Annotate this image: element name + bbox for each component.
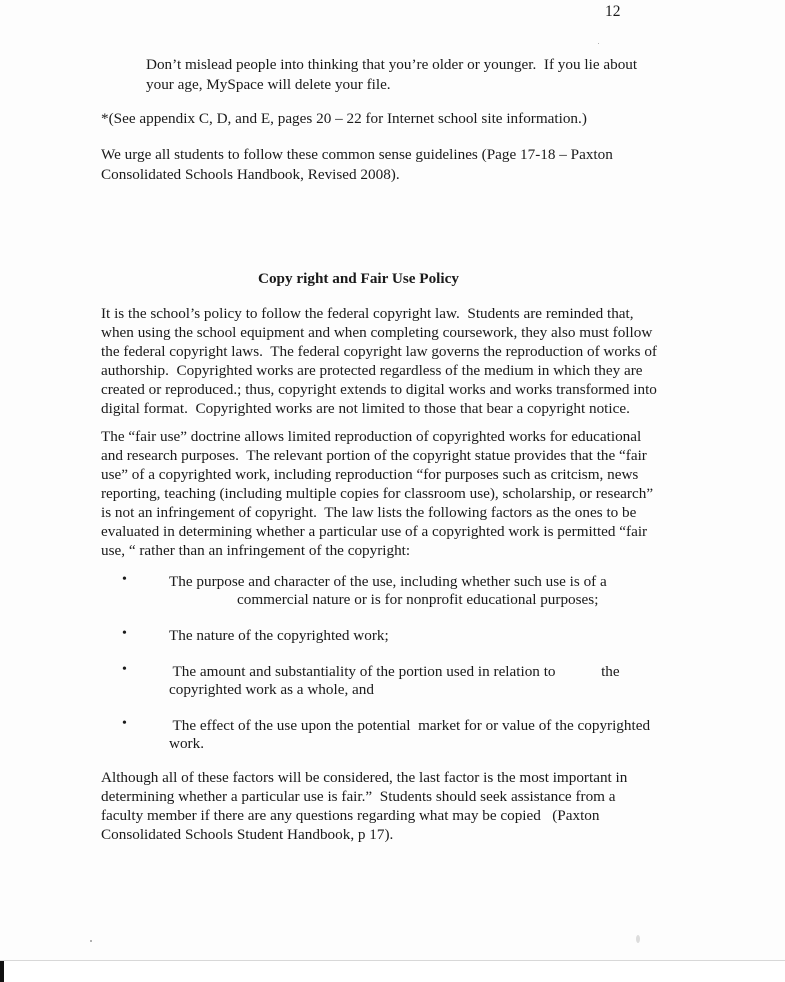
- paragraph-line: The “fair use” doctrine allows limited reproduction of copyrighted works for educational: [101, 428, 642, 445]
- paragraph-line: use, “ rather than an infringement of the copyright:: [101, 542, 411, 559]
- list-item-text: The purpose and character of the use, including whether such use is of a: [169, 573, 607, 590]
- paragraph-line: when using the school equipment and when completing coursework, they also must follow: [101, 324, 653, 341]
- urge-line: We urge all students to follow these common sense guidelines (Page 17-18 – Paxton: [101, 146, 613, 163]
- bullet-icon: •: [122, 662, 127, 677]
- list-item-text: The nature of the copyrighted work;: [169, 627, 389, 644]
- bullet-icon: •: [122, 626, 127, 641]
- paragraph-line: It is the school’s policy to follow the federal copyright law. Students are reminded that,: [101, 305, 634, 322]
- paragraph-line: is not an infringement of copyright. The law lists the following factors as the ones to be: [101, 504, 637, 521]
- list-item-text: The effect of the use upon the potential market for or value of the copyrighted: [169, 717, 651, 734]
- paragraph-line: reporting, teaching (including multiple copies for classroom use), scholarship, or research”: [101, 485, 654, 502]
- urge-line: Consolidated Schools Handbook, Revised 2008).: [101, 166, 400, 183]
- list-item-text: The amount and substantiality of the portion used in relation to the: [169, 663, 620, 680]
- paragraph-line: the federal copyright laws. The federal copyright law governs the reproduction of works of: [101, 343, 657, 360]
- scan-border: [0, 961, 4, 982]
- paragraph-line: created or reproduced.; thus, copyright extends to digital works and works transformed into: [101, 381, 657, 398]
- scan-speck: [598, 43, 599, 44]
- paragraph-line: faculty member if there are any questions regarding what may be copied (Paxton: [101, 807, 600, 824]
- page-edge: [0, 960, 785, 961]
- paragraph-line: and research purposes. The relevant portion of the copyright statue provides that the “fair: [101, 447, 647, 464]
- paragraph-line: authorship. Copyrighted works are protected regardless of the medium in which they are: [101, 362, 643, 379]
- appendix-note: *(See appendix C, D, and E, pages 20 – 22 for Internet school site information.): [101, 110, 587, 127]
- paragraph-line: Consolidated Schools Student Handbook, p 17).: [101, 826, 394, 843]
- scan-speck: [90, 940, 92, 942]
- paragraph-line: Although all of these factors will be considered, the last factor is the most important in: [101, 769, 628, 786]
- paragraph-line: evaluated in determining whether a particular use of a copyrighted work is permitted “fair: [101, 523, 648, 540]
- list-item-text: commercial nature or is for nonprofit educational purposes;: [237, 591, 599, 608]
- scan-speck: [636, 935, 640, 943]
- intro-line: Don’t mislead people into thinking that you’re older or younger. If you lie about: [146, 56, 638, 73]
- paragraph-line: determining whether a particular use is fair.” Students should seek assistance from a: [101, 788, 616, 805]
- section-heading: Copy right and Fair Use Policy: [258, 270, 459, 287]
- page-number: 12: [605, 3, 621, 20]
- intro-line: your age, MySpace will delete your file.: [146, 76, 391, 93]
- list-item-text: work.: [169, 735, 205, 752]
- list-item-text: copyrighted work as a whole, and: [169, 681, 374, 698]
- paragraph-line: digital format. Copyrighted works are not limited to those that bear a copyright notice.: [101, 400, 630, 417]
- bullet-icon: •: [122, 716, 127, 731]
- paragraph-line: use” of a copyrighted work, including reproduction “for purposes such as critcism, news: [101, 466, 639, 483]
- bullet-icon: •: [122, 572, 127, 587]
